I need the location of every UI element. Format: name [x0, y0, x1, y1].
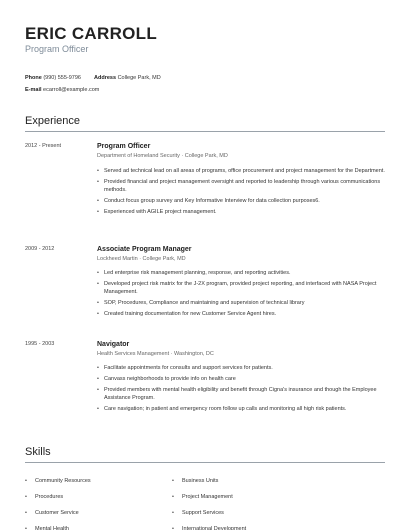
job-bullet: • SOP, Procedures, Compliance and maintaining and supervision of technical library — [97, 300, 385, 308]
job-bullet: • Led enterprise risk management planning, response, and reporting activities. — [97, 270, 385, 278]
job-role: Associate Program Manager — [97, 246, 192, 253]
job-title: Program Officer — [25, 44, 89, 54]
job-bullets — [97, 270, 385, 318]
contact-line-1 — [25, 75, 161, 81]
job-bullet: • Provided financial and project management oversight and reported to leadership through various communications methods. — [97, 179, 385, 194]
skill-item: • Project Management — [172, 494, 233, 500]
address-label: Address — [94, 75, 117, 81]
skill-item: • Support Services — [172, 510, 224, 516]
job-bullet: • Served ad technical lead on all areas of programs, office procurement and project management for the Department. — [97, 168, 385, 176]
job-org: Health Services Management · Washington, DC — [97, 351, 214, 357]
skills-divider — [25, 462, 385, 463]
experience-heading: Experience — [25, 115, 81, 127]
skill-item: • Community Resources — [25, 478, 91, 484]
job-bullets — [97, 365, 385, 413]
skill-item: • Customer Service — [25, 510, 79, 516]
job-bullet: • Canvass neighborhoods to provide info on health care — [97, 376, 385, 384]
job-bullets — [97, 168, 385, 216]
job-bullet: • Provided members with mental health eligibility and benefit through Cigna's insurance and though the Employee Assistance Program. — [97, 387, 385, 402]
job-bullet: • Care navigation; in patient and emergency room follow up calls and monitoring all high risk patients. — [97, 406, 385, 414]
job-role: Navigator — [97, 341, 130, 348]
job-org: Department of Homeland Security · College Park, MD — [97, 153, 228, 159]
skill-item: • International Development — [172, 526, 246, 530]
job-bullet: • Developed project risk matrix for the J-2X program, provided project reporting, and interfaced with NASA Project Management. — [97, 281, 385, 296]
candidate-name: ERIC CARROLL — [25, 24, 158, 43]
phone-value: (990) 555-9796 — [43, 75, 81, 81]
job-bullet: • Created training documentation for new Customer Service Agent hires. — [97, 311, 385, 319]
email-label: E-mail — [25, 87, 42, 93]
job-dates: 2009 - 2012 — [25, 246, 55, 252]
job-role: Program Officer — [97, 143, 151, 150]
address-value: College Park, MD — [117, 75, 161, 81]
contact-line-2 — [25, 87, 99, 93]
skill-item: • Procedures — [25, 494, 63, 500]
job-dates: 1995 - 2003 — [25, 341, 55, 347]
job-bullet: • Conduct focus group survey and Key Informative Interview for data collection purposes6. — [97, 198, 385, 206]
job-bullet: • Facilitate appointments for consults and support services for patients. — [97, 365, 385, 373]
email-value[interactable]: ecarroll@example.com — [43, 87, 100, 93]
skill-item: • Business Units — [172, 478, 218, 484]
job-bullet: • Experienced with AGILE project management. — [97, 209, 385, 217]
phone-label: Phone — [25, 75, 42, 81]
skills-heading: Skills — [25, 446, 51, 458]
experience-divider — [25, 131, 385, 132]
job-dates: 2012 - Present — [25, 143, 62, 149]
skill-item: • Mental Health — [25, 526, 69, 530]
job-org: Lockheed Martin · College Park, MD — [97, 256, 186, 262]
